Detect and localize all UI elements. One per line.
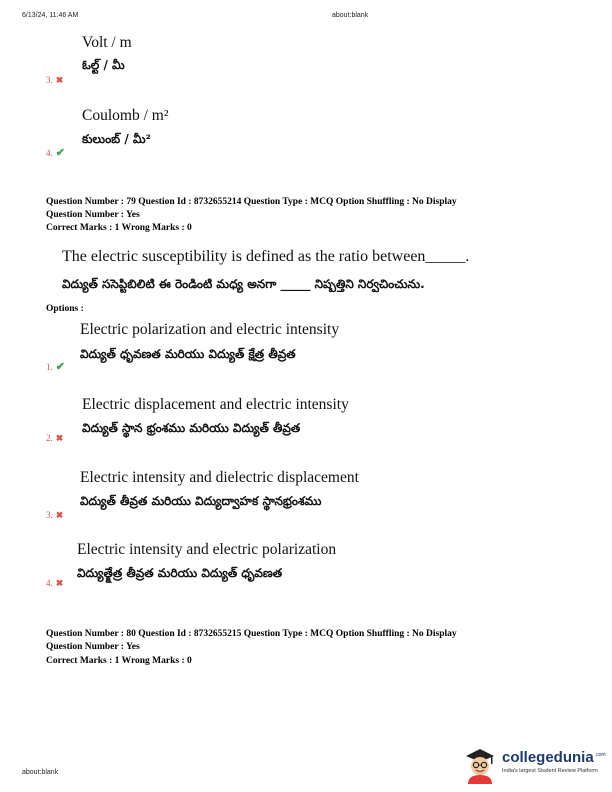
options-label: Options : [46,304,84,314]
logo-tagline: India's largest Student Review Platform [502,768,598,774]
q79-option-2-english: Electric displacement and electric intensity [82,396,349,413]
q80-meta-line3: Correct Marks : 1 Wrong Marks : 0 [46,656,192,666]
prev-option-3-telugu: ఓల్ట్ / మీ [82,58,125,72]
q79-meta-line2: Question Number : Yes [46,210,140,220]
collegedunia-logo [462,740,610,788]
option-number: 1. [46,362,53,372]
option-number: 4. [46,148,53,158]
q80-meta-line1: Question Number : 80 Question Id : 8732655215 Question Type : MCQ Option Shuffling : No Display [46,629,457,639]
logo-wordmark: collegedunia$^{.com}$ [502,749,606,766]
cross-icon: ✖ [55,75,64,85]
q79-option-1-telugu: విద్యుత్ ధృవణత మరియు విద్యుత్ క్షేత్ర తీవ్రత [80,347,296,361]
check-icon: ✔ [55,361,65,373]
q79-option-1-marker [46,360,65,373]
q79-option-2-marker [46,433,63,444]
cross-icon: ✖ [55,510,64,520]
q79-option-1-english: Electric polarization and electric intensity [80,321,340,338]
q79-option-4-english: Electric intensity and electric polarization [77,541,337,558]
q79-option-4-telugu: విద్యుత్క్షేత్ర తీవ్రత మరియు విద్యుత్ ధృవణత [77,566,283,580]
q79-meta-line3: Correct Marks : 1 Wrong Marks : 0 [46,223,192,233]
q79-option-3-telugu: విద్యుత్ తీవ్రత మరియు విద్యుద్వాహక స్థానభ్రంశము [80,494,322,508]
q79-option-3-marker [46,510,63,521]
cross-icon: ✖ [55,578,64,588]
option-number: 2. [46,433,53,443]
prev-option-4-telugu: కులుంబ్ / మీ² [82,132,151,146]
cross-icon: ✖ [55,433,64,443]
q79-option-3-english: Electric intensity and dielectric displacement [80,469,359,486]
print-datetime: 6/13/24, 11:46 AM [22,12,79,19]
q79-text-english: The electric susceptibility is defined as the ratio between_____. [62,248,470,265]
option-number: 3. [46,75,53,85]
check-icon: ✔ [55,147,65,159]
prev-option-4-english: Coulomb / m² [82,107,169,124]
q79-option-4-marker [46,578,63,589]
q79-option-2-telugu: విద్యుత్ స్థాన భ్రంశము మరియు విద్యుత్ తీవ్రత [82,421,301,435]
print-page-title: about:blank [332,12,369,19]
prev-option-3-marker [46,75,63,86]
option-number: 3. [46,510,53,520]
q80-meta-line2: Question Number : Yes [46,642,140,652]
q79-meta-line1: Question Number : 79 Question Id : 8732655214 Question Type : MCQ Option Shuffling : No Display [46,197,457,207]
prev-option-4-marker [46,146,65,159]
prev-option-3-english: Volt / m [82,34,132,51]
graduate-avatar-icon [462,744,498,784]
option-number: 4. [46,578,53,588]
print-footer-url: about:blank [22,769,59,776]
q79-text-telugu: విద్యుత్ ససెప్టిబిలిటి ఈ రెండింటి మధ్య అనగా _____ నిష్పత్తిని నిర్వచించును. [62,277,425,291]
